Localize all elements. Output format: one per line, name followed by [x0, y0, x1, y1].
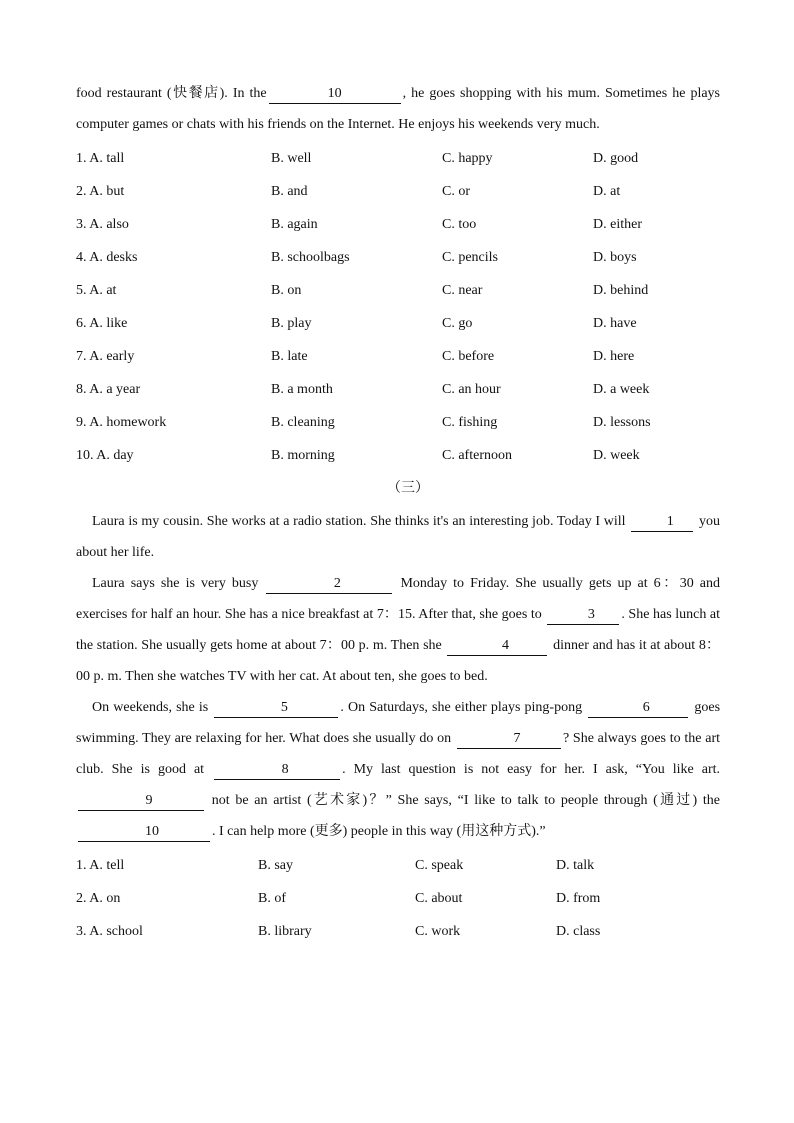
passage-text: On weekends, she is: [92, 700, 209, 715]
option-a: 1. A. tell: [76, 857, 125, 873]
passage-text: Monday to Friday. She usually gets up at 6：30 and exercises for half an hour. She has a nice breakfast at 7：15. After that, she goes to: [76, 576, 721, 622]
passage-3-paragraph-3: [76, 692, 720, 847]
passage-text: . I can help more (更多) people in this way (用这种方式).”: [212, 824, 546, 839]
option-row: [76, 915, 720, 948]
option-c: C. or: [442, 183, 470, 199]
answer-blank: 8: [214, 761, 340, 780]
option-c: C. near: [442, 282, 483, 298]
option-b: B. library: [258, 923, 312, 939]
option-c: C. about: [415, 890, 463, 906]
section-title: （三）: [387, 481, 429, 496]
passage-text: ? She always goes to the art club. She is good at: [76, 731, 721, 777]
passage-text: , he goes shopping with his mum. Sometimes he plays computer games or chats with his friends on the Internet. He enjoys his weekends very much.: [76, 86, 720, 132]
answer-blank: 6: [588, 699, 688, 718]
option-row: [76, 340, 720, 373]
option-a: 10. A. day: [76, 447, 134, 463]
option-b: B. and: [271, 183, 308, 199]
option-row: [76, 373, 720, 406]
option-d: D. boys: [593, 249, 637, 265]
passage-3-paragraph-1: [76, 506, 720, 568]
options-table-2: [76, 142, 720, 472]
answer-blank: 9: [78, 792, 204, 811]
option-row: [76, 241, 720, 274]
option-row: [76, 274, 720, 307]
option-row: [76, 406, 720, 439]
option-d: D. a week: [593, 381, 650, 397]
option-d: D. behind: [593, 282, 649, 298]
option-c: C. an hour: [442, 381, 501, 397]
option-c: C. before: [442, 348, 495, 364]
option-b: B. cleaning: [271, 414, 335, 430]
option-c: C. pencils: [442, 249, 498, 265]
option-a: 7. A. early: [76, 348, 135, 364]
option-c: C. too: [442, 216, 477, 232]
option-c: C. go: [442, 315, 473, 331]
option-d: D. good: [593, 150, 639, 166]
option-a: 8. A. a year: [76, 381, 141, 397]
passage-text: Laura says she is very busy: [92, 576, 259, 591]
option-b: B. again: [271, 216, 318, 232]
passage-2-ending: [76, 78, 720, 140]
passage-text: goes swimming. They are relaxing for her. What does she usually do on: [76, 700, 721, 746]
option-b: B. schoolbags: [271, 249, 350, 265]
option-a: 2. A. on: [76, 890, 121, 906]
option-d: D. week: [593, 447, 640, 463]
option-b: B. on: [271, 282, 302, 298]
option-a: 3. A. also: [76, 216, 129, 232]
option-row: [76, 175, 720, 208]
answer-blank: 2: [266, 575, 392, 594]
option-row: [76, 849, 720, 882]
option-b: B. a month: [271, 381, 333, 397]
passage-text: you about her life.: [76, 514, 721, 560]
passage-text: food restaurant (快餐店). In the: [76, 86, 267, 101]
option-a: 9. A. homework: [76, 414, 167, 430]
option-c: C. fishing: [442, 414, 498, 430]
answer-blank: 1: [631, 513, 693, 532]
option-d: D. talk: [556, 857, 595, 873]
passage-text: . She has lunch at the station. She usually gets home at about 7：00 p. m. Then she: [76, 607, 720, 653]
option-row: [76, 882, 720, 915]
option-d: D. have: [593, 315, 637, 331]
answer-blank: 3: [547, 606, 619, 625]
answer-blank: 5: [214, 699, 338, 718]
answer-blank: 7: [457, 730, 561, 749]
option-a: 1. A. tall: [76, 150, 125, 166]
worksheet-page: [76, 78, 720, 948]
option-row: [76, 142, 720, 175]
option-b: B. of: [258, 890, 286, 906]
option-a: 3. A. school: [76, 923, 143, 939]
option-d: D. from: [556, 890, 601, 906]
option-d: D. here: [593, 348, 635, 364]
option-a: 5. A. at: [76, 282, 117, 298]
passage-text: . On Saturdays, she either plays ping-pong: [340, 700, 583, 715]
answer-blank: 10: [78, 823, 210, 842]
option-c: C. afternoon: [442, 447, 512, 463]
passage-3-paragraph-2: [76, 568, 720, 692]
option-c: C. speak: [415, 857, 464, 873]
option-a: 4. A. desks: [76, 249, 138, 265]
option-b: B. play: [271, 315, 312, 331]
option-b: B. say: [258, 857, 293, 873]
option-d: D. either: [593, 216, 642, 232]
option-d: D. class: [556, 923, 601, 939]
option-c: C. work: [415, 923, 461, 939]
passage-text: Laura is my cousin. She works at a radio station. She thinks it's an interesting job. Today I will: [92, 514, 626, 529]
option-row: [76, 439, 720, 472]
option-d: D. lessons: [593, 414, 651, 430]
option-a: 6. A. like: [76, 315, 128, 331]
options-table-3: [76, 849, 720, 948]
answer-blank: 10: [269, 85, 401, 104]
passage-text: dinner and has it at about 8：00 p. m. Then she watches TV with her cat. At about ten, she goes to bed.: [76, 638, 721, 684]
option-a: 2. A. but: [76, 183, 125, 199]
passage-text: not be an artist (艺术家)？” She says, “I like to talk to people through (通过) the: [211, 793, 721, 808]
option-row: [76, 208, 720, 241]
option-b: B. morning: [271, 447, 335, 463]
option-c: C. happy: [442, 150, 493, 166]
option-row: [76, 307, 720, 340]
option-b: B. late: [271, 348, 308, 364]
option-b: B. well: [271, 150, 312, 166]
passage-text: . My last question is not easy for her. I ask, “You like art.: [342, 762, 721, 777]
option-d: D. at: [593, 183, 621, 199]
answer-blank: 4: [447, 637, 547, 656]
